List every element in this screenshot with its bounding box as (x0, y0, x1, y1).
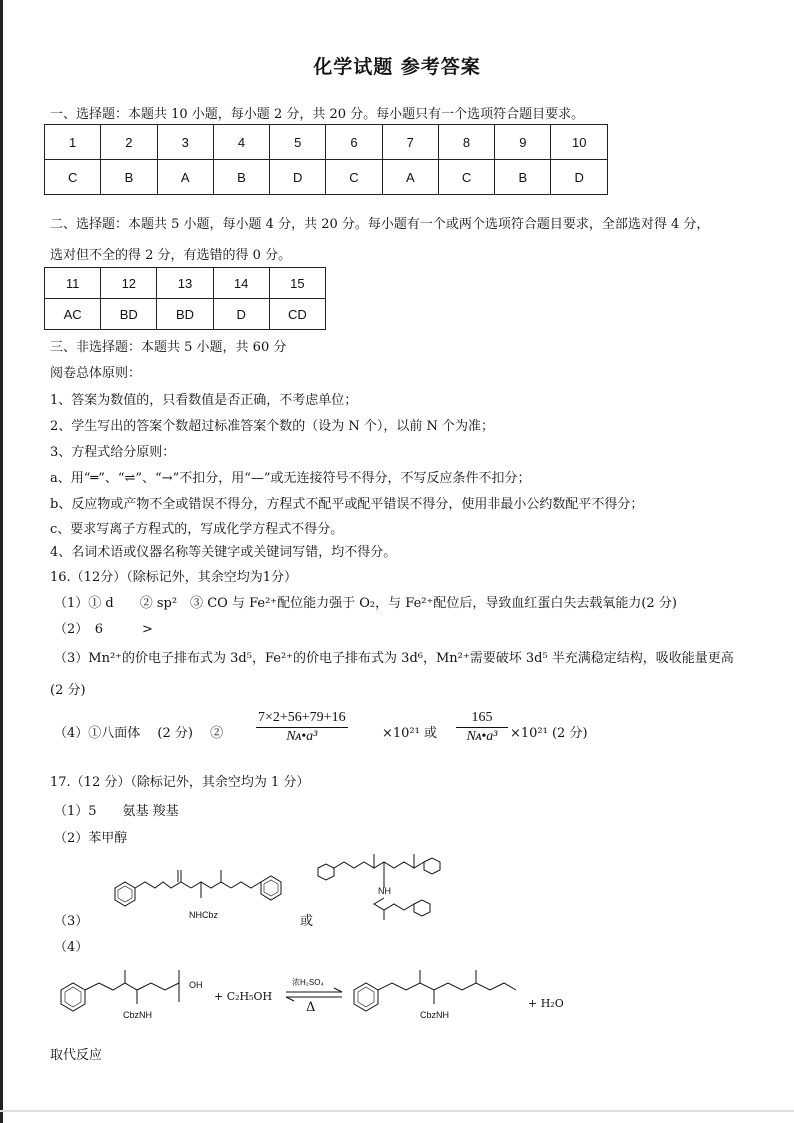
formula-fraction-2 (456, 710, 508, 745)
answer-table-1 (44, 124, 608, 195)
heat-symbol: Δ (306, 1000, 316, 1015)
answer-cell: B (101, 160, 157, 195)
ethanol-reagent: + C₂H₅OH (214, 990, 273, 1003)
catalyst-label: 浓H₂SO₄ (292, 978, 324, 987)
section1-heading: 一、选择题：本题共 10 小题，每小题 2 分，共 20 分。每小题只有一个选项符合题目要求。 (50, 107, 585, 122)
q17-part1: （1）5 氨基 羧基 (54, 804, 179, 819)
question-number: 10 (551, 125, 608, 160)
cbznh-label: CbzNH (123, 1010, 153, 1020)
answer-cell: D (551, 160, 608, 195)
answer-cell: B (495, 160, 551, 195)
rule-3a: a、用“═”、“⇌”、“→”不扣分，用“—”或无连接符号不得分，不写反应条件不扣分； (50, 471, 531, 486)
q16-part2: （2） 6 > (54, 622, 153, 637)
page-bottom-edge (0, 1110, 794, 1112)
fraction-denominator: Nᴀ•a³ (286, 729, 318, 744)
page-left-edge (0, 0, 3, 1123)
structure-dibenzyl-ester (105, 860, 305, 934)
question-number: 2 (101, 125, 157, 160)
answer-cell: BD (157, 299, 213, 330)
rule-3c: c、要求写离子方程式的，写成化学方程式不得分。 (50, 522, 344, 537)
q16-part3: （3）Mn²⁺的价电子排布式为 3d⁵，Fe²⁺的价电子排布式为 3d⁶，Mn²⁺需要破坏 3d⁵ 半充满稳定结构，吸收能量更高 (54, 651, 734, 666)
water-product: + H₂O (528, 997, 564, 1010)
question-number: 15 (269, 268, 325, 299)
rule-1: 1、答案为数值的，只看数值是否正确，不考虑单位； (50, 393, 358, 408)
reaction-type: 取代反应 (50, 1048, 103, 1063)
rule-2: 2、学生写出的答案个数超过标准答案个数的（设为 N 个），以前 N 个为准； (50, 419, 495, 434)
q16-part4-prefix: （4）①八面体 (2 分) ② (54, 726, 224, 741)
question-number: 5 (270, 125, 326, 160)
answer-cell: C (45, 160, 101, 195)
answer-cell: CD (269, 299, 325, 330)
q17-heading: 17.（12 分）（除标记外，其余空均为 1 分） (50, 775, 310, 790)
rule-4: 4、名词术语或仪器名称等关键字或关键词写错，均不得分。 (50, 545, 397, 560)
table-row (45, 160, 608, 195)
product-structure (348, 966, 528, 1032)
principles-title: 阅卷总体原则： (50, 366, 142, 381)
question-number: 11 (45, 268, 101, 299)
question-number: 14 (213, 268, 269, 299)
page-title: 化学试题 参考答案 (313, 56, 481, 78)
question-number: 7 (382, 125, 438, 160)
rule-3: 3、方程式给分原则： (50, 445, 176, 460)
question-number: 1 (45, 125, 101, 160)
hydroxyl-label: OH (189, 980, 203, 990)
q16-heading: 16.（12分）（除标记外，其余空均为1分） (50, 570, 297, 585)
table-row (45, 125, 608, 160)
answer-cell: D (213, 299, 269, 330)
multiplier-text-1: ×10²¹ 或 (382, 726, 437, 741)
table-row (45, 299, 326, 330)
fraction-numerator: 7×2+56+79+16 (256, 710, 348, 728)
fraction-denominator: Nᴀ•a³ (466, 729, 498, 744)
q16-part1: （1）① d ② sp² ③ CO 与 Fe²⁺配位能力强于 O₂，与 Fe²⁺配位后，导致血红蛋白失去载氧能力(2 分) (54, 596, 677, 611)
question-number: 4 (213, 125, 269, 160)
question-number: 13 (157, 268, 213, 299)
q17-part4-label: （4） (54, 940, 89, 955)
answer-cell: B (213, 160, 269, 195)
nh-label: NH (378, 886, 391, 896)
formula-fraction-1 (256, 710, 348, 745)
answer-cell: AC (45, 299, 101, 330)
structure-cbz-protected (312, 840, 482, 934)
answer-cell: A (382, 160, 438, 195)
section3-heading: 三、非选择题：本题共 5 小题，共 60 分 (50, 340, 287, 355)
q16-part3-score: (2 分) (50, 683, 86, 698)
section2-heading-line2: 选对但不全的得 2 分，有选错的得 0 分。 (50, 248, 292, 263)
question-number: 8 (438, 125, 494, 160)
answer-cell: BD (101, 299, 157, 330)
answer-table-2 (44, 267, 326, 330)
fraction-numerator: 165 (456, 710, 508, 728)
section2-heading-line1: 二、选择题：本题共 5 小题，每小题 4 分，共 20 分。每小题有一个或两个选项符合题目要求，全部选对得 4 分， (50, 217, 710, 232)
answer-cell: C (326, 160, 382, 195)
q17-part3-label: （3） (54, 914, 89, 929)
question-number: 3 (157, 125, 213, 160)
or-text: 或 (300, 914, 314, 929)
reactant-structure (55, 966, 215, 1032)
table-row (45, 268, 326, 299)
answer-cell: C (438, 160, 494, 195)
cbznh-label: CbzNH (420, 1010, 450, 1020)
answer-cell: A (157, 160, 213, 195)
nhcbz-label: NHCbz (189, 910, 219, 920)
reaction-arrow (284, 978, 344, 1022)
question-number: 6 (326, 125, 382, 160)
q17-part2: （2）苯甲醇 (54, 831, 128, 846)
multiplier-text-2: ×10²¹ (2 分) (510, 726, 588, 741)
question-number: 9 (495, 125, 551, 160)
rule-3b: b、反应物或产物不全或错误不得分，方程式不配平或配平错误不得分，使用非最小公约数配平不得分； (50, 497, 644, 512)
question-number: 12 (101, 268, 157, 299)
answer-cell: D (270, 160, 326, 195)
